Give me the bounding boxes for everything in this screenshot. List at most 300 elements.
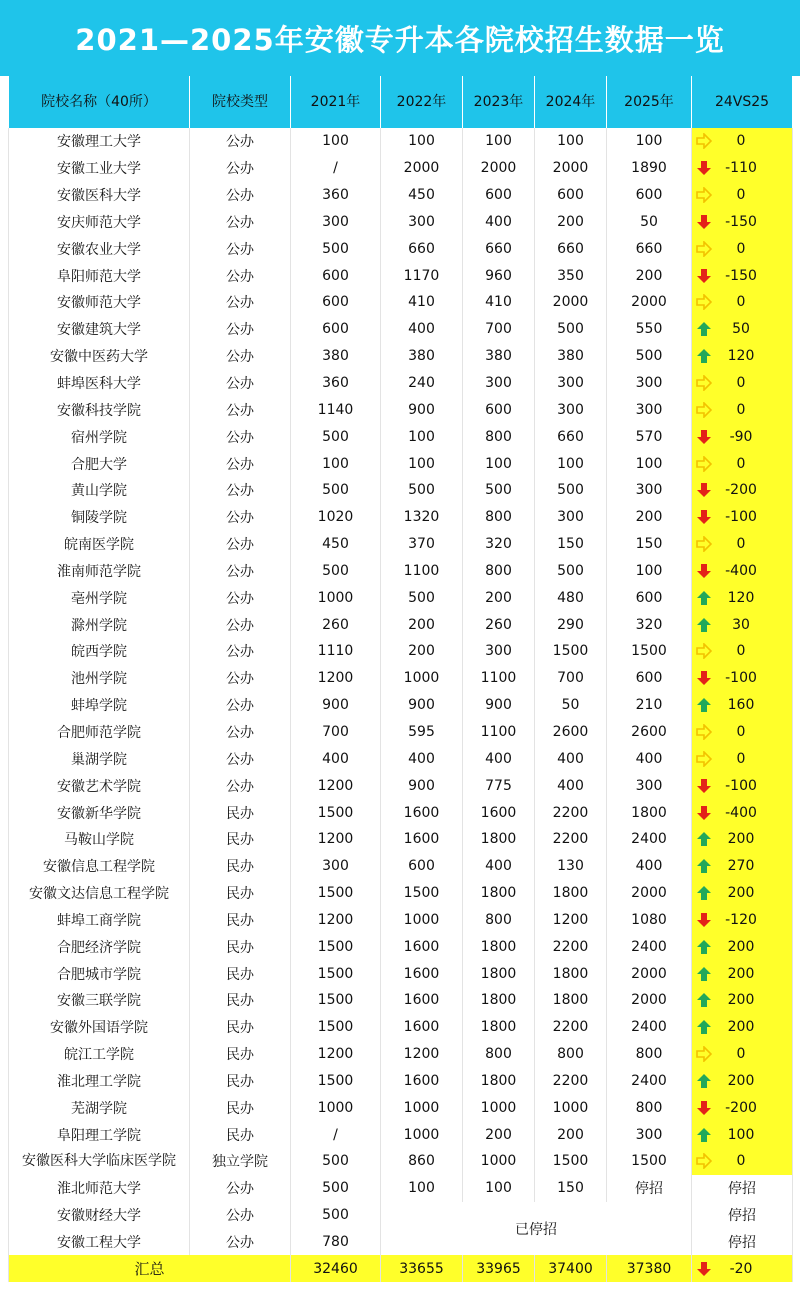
value-2023: 900 bbox=[463, 692, 535, 719]
value-2023: 700 bbox=[463, 316, 535, 343]
value-2023: 660 bbox=[463, 235, 535, 262]
value-2021: 1110 bbox=[291, 638, 381, 665]
value-2024: 1800 bbox=[535, 880, 607, 907]
header-2024: 2024年 bbox=[535, 76, 607, 128]
value-2023: 1800 bbox=[463, 1014, 535, 1041]
header-row bbox=[9, 76, 793, 128]
value-2024: 150 bbox=[535, 531, 607, 558]
value-2024: 100 bbox=[535, 450, 607, 477]
value-2023: 600 bbox=[463, 182, 535, 209]
value-2022: 100 bbox=[381, 450, 463, 477]
value-2025: 1890 bbox=[607, 155, 692, 182]
value-2024: 350 bbox=[535, 262, 607, 289]
value-2023: 1800 bbox=[463, 960, 535, 987]
value-2023: 300 bbox=[463, 370, 535, 397]
change-cell bbox=[692, 182, 793, 209]
down-arrow-icon bbox=[696, 268, 712, 284]
down-arrow-icon bbox=[696, 778, 712, 794]
school-name: 安徽工程大学 bbox=[9, 1229, 190, 1256]
total-2025: 37380 bbox=[607, 1255, 692, 1282]
school-name: 黄山学院 bbox=[9, 477, 190, 504]
value-2024: 1800 bbox=[535, 960, 607, 987]
school-name: 安徽文达信息工程学院 bbox=[9, 880, 190, 907]
value-2022: 900 bbox=[381, 692, 463, 719]
table-row bbox=[9, 1121, 793, 1148]
school-type: 公办 bbox=[190, 262, 291, 289]
header-2022: 2022年 bbox=[381, 76, 463, 128]
value-2025: 100 bbox=[607, 128, 692, 155]
value-2025: 2000 bbox=[607, 960, 692, 987]
school-type: 公办 bbox=[190, 1175, 291, 1202]
value-2025: 2400 bbox=[607, 1068, 692, 1095]
value-2021: 400 bbox=[291, 745, 381, 772]
value-2025: 1800 bbox=[607, 799, 692, 826]
value-2025: 150 bbox=[607, 531, 692, 558]
value-2022: 450 bbox=[381, 182, 463, 209]
value-2021: 700 bbox=[291, 719, 381, 746]
value-2025: 2400 bbox=[607, 933, 692, 960]
value-2025: 2000 bbox=[607, 289, 692, 316]
value-2023: 800 bbox=[463, 906, 535, 933]
value-2024: 200 bbox=[535, 209, 607, 236]
school-type: 民办 bbox=[190, 853, 291, 880]
school-type: 公办 bbox=[190, 209, 291, 236]
header-school-type: 院校类型 bbox=[190, 76, 291, 128]
value-2023: 600 bbox=[463, 396, 535, 423]
change-value: -150 bbox=[725, 267, 757, 284]
header-24vs25: 24VS25 bbox=[692, 76, 793, 128]
value-2025: 500 bbox=[607, 343, 692, 370]
value-2021: 380 bbox=[291, 343, 381, 370]
right-arrow-icon bbox=[696, 724, 712, 740]
up-arrow-icon bbox=[696, 1019, 712, 1035]
change-value: 160 bbox=[727, 697, 755, 714]
table-body bbox=[9, 128, 793, 1282]
table-row bbox=[9, 316, 793, 343]
school-name: 蚌埠医科大学 bbox=[9, 370, 190, 397]
change-value: -100 bbox=[725, 670, 757, 687]
value-2021: / bbox=[291, 155, 381, 182]
school-name: 滁州学院 bbox=[9, 611, 190, 638]
down-arrow-icon bbox=[696, 1100, 712, 1116]
up-arrow-icon bbox=[696, 939, 712, 955]
value-2022: 1600 bbox=[381, 960, 463, 987]
change-value: 0 bbox=[736, 455, 746, 472]
value-2022: 410 bbox=[381, 289, 463, 316]
down-arrow-icon bbox=[696, 214, 712, 230]
change-cell bbox=[692, 906, 793, 933]
table-row bbox=[9, 799, 793, 826]
school-name: 安徽外国语学院 bbox=[9, 1014, 190, 1041]
school-name: 蚌埠工商学院 bbox=[9, 906, 190, 933]
value-2023: 1800 bbox=[463, 880, 535, 907]
school-type: 公办 bbox=[190, 450, 291, 477]
value-2021: 1500 bbox=[291, 960, 381, 987]
school-name: 安徽信息工程学院 bbox=[9, 853, 190, 880]
value-2025: 660 bbox=[607, 235, 692, 262]
school-type: 公办 bbox=[190, 1229, 291, 1256]
right-arrow-icon bbox=[696, 751, 712, 767]
change-cell bbox=[692, 1148, 793, 1175]
value-2023: 1100 bbox=[463, 719, 535, 746]
table-row bbox=[9, 933, 793, 960]
up-arrow-icon bbox=[696, 617, 712, 633]
table-row bbox=[9, 692, 793, 719]
value-2024: 1000 bbox=[535, 1094, 607, 1121]
school-type: 民办 bbox=[190, 1094, 291, 1121]
table-row bbox=[9, 343, 793, 370]
header-school-name: 院校名称（40所） bbox=[9, 76, 190, 128]
value-2022: 595 bbox=[381, 719, 463, 746]
change-value: 0 bbox=[736, 375, 746, 392]
value-2023: 960 bbox=[463, 262, 535, 289]
change-value: 停招 bbox=[692, 1229, 793, 1256]
change-value: 50 bbox=[732, 321, 750, 338]
table-row bbox=[9, 209, 793, 236]
value-2023: 300 bbox=[463, 638, 535, 665]
school-type: 民办 bbox=[190, 826, 291, 853]
school-type: 公办 bbox=[190, 584, 291, 611]
school-name: 安徽三联学院 bbox=[9, 987, 190, 1014]
change-cell bbox=[692, 316, 793, 343]
value-2021: 1200 bbox=[291, 1041, 381, 1068]
table-row bbox=[9, 638, 793, 665]
right-arrow-icon bbox=[696, 402, 712, 418]
change-cell bbox=[692, 987, 793, 1014]
change-cell bbox=[692, 1068, 793, 1095]
change-value: -90 bbox=[729, 428, 753, 445]
value-2024: 50 bbox=[535, 692, 607, 719]
value-2025: 停招 bbox=[607, 1175, 692, 1202]
table-row bbox=[9, 128, 793, 155]
value-2025: 400 bbox=[607, 745, 692, 772]
school-name: 安徽工业大学 bbox=[9, 155, 190, 182]
value-2024: 400 bbox=[535, 745, 607, 772]
school-type: 公办 bbox=[190, 745, 291, 772]
value-2025: 300 bbox=[607, 396, 692, 423]
value-2023: 500 bbox=[463, 477, 535, 504]
value-2022: 500 bbox=[381, 584, 463, 611]
table-row-stopped-huaibei bbox=[9, 1175, 793, 1202]
school-type: 公办 bbox=[190, 665, 291, 692]
value-2024: 660 bbox=[535, 423, 607, 450]
value-2024: 300 bbox=[535, 396, 607, 423]
down-arrow-icon bbox=[696, 805, 712, 821]
change-cell bbox=[692, 880, 793, 907]
value-2024: 800 bbox=[535, 1041, 607, 1068]
value-2024: 2000 bbox=[535, 155, 607, 182]
value-2023: 800 bbox=[463, 558, 535, 585]
table-row bbox=[9, 423, 793, 450]
table-row bbox=[9, 450, 793, 477]
total-2022: 33655 bbox=[381, 1255, 463, 1282]
change-cell bbox=[692, 1041, 793, 1068]
change-cell bbox=[692, 826, 793, 853]
value-2024: 660 bbox=[535, 235, 607, 262]
change-value: 0 bbox=[736, 536, 746, 553]
value-2025: 2400 bbox=[607, 1014, 692, 1041]
change-cell bbox=[692, 799, 793, 826]
change-value: -120 bbox=[725, 911, 757, 928]
school-name: 合肥师范学院 bbox=[9, 719, 190, 746]
value-2021: 360 bbox=[291, 370, 381, 397]
up-arrow-icon bbox=[696, 831, 712, 847]
value-2023: 2000 bbox=[463, 155, 535, 182]
value-2023: 800 bbox=[463, 1041, 535, 1068]
value-2023: 400 bbox=[463, 209, 535, 236]
value-2023: 1800 bbox=[463, 1068, 535, 1095]
change-cell bbox=[692, 155, 793, 182]
value-2023: 200 bbox=[463, 1121, 535, 1148]
value-2021: 450 bbox=[291, 531, 381, 558]
school-name: 皖南医学院 bbox=[9, 531, 190, 558]
value-2021: 600 bbox=[291, 316, 381, 343]
value-2024: 380 bbox=[535, 343, 607, 370]
table-row bbox=[9, 235, 793, 262]
change-cell bbox=[692, 1014, 793, 1041]
value-2021: 1500 bbox=[291, 1014, 381, 1041]
header-2021: 2021年 bbox=[291, 76, 381, 128]
page-title: 2021—2025年安徽专升本各院校招生数据一览 bbox=[0, 0, 800, 76]
value-2021: / bbox=[291, 1121, 381, 1148]
up-arrow-icon bbox=[696, 966, 712, 982]
school-name: 合肥经济学院 bbox=[9, 933, 190, 960]
change-cell bbox=[692, 745, 793, 772]
down-arrow-icon bbox=[696, 563, 712, 579]
value-2025: 50 bbox=[607, 209, 692, 236]
value-2021: 1500 bbox=[291, 799, 381, 826]
value-2024: 290 bbox=[535, 611, 607, 638]
change-cell bbox=[692, 343, 793, 370]
table-row bbox=[9, 1094, 793, 1121]
value-2023: 1000 bbox=[463, 1148, 535, 1175]
value-2022: 1100 bbox=[381, 558, 463, 585]
value-2021: 500 bbox=[291, 423, 381, 450]
value-2021: 1500 bbox=[291, 880, 381, 907]
value-2022: 1320 bbox=[381, 504, 463, 531]
school-type: 民办 bbox=[190, 1121, 291, 1148]
school-name: 安徽理工大学 bbox=[9, 128, 190, 155]
change-cell bbox=[692, 128, 793, 155]
school-type: 公办 bbox=[190, 1202, 291, 1229]
up-arrow-icon bbox=[696, 697, 712, 713]
school-name: 安徽医科大学临床医学院 bbox=[9, 1148, 190, 1175]
change-value: 停招 bbox=[692, 1202, 793, 1229]
value-2024: 500 bbox=[535, 316, 607, 343]
total-row bbox=[9, 1255, 793, 1282]
value-2025: 800 bbox=[607, 1094, 692, 1121]
value-2025: 320 bbox=[607, 611, 692, 638]
total-label: 汇总 bbox=[9, 1255, 291, 1282]
value-2023: 100 bbox=[463, 450, 535, 477]
value-2025: 600 bbox=[607, 665, 692, 692]
school-type: 民办 bbox=[190, 799, 291, 826]
school-type: 公办 bbox=[190, 128, 291, 155]
change-value: 0 bbox=[736, 1046, 746, 1063]
value-2022: 240 bbox=[381, 370, 463, 397]
value-2021: 1500 bbox=[291, 933, 381, 960]
change-value: 0 bbox=[736, 750, 746, 767]
school-type: 公办 bbox=[190, 396, 291, 423]
value-2025: 100 bbox=[607, 450, 692, 477]
value-2025: 200 bbox=[607, 504, 692, 531]
school-name: 安徽财经大学 bbox=[9, 1202, 190, 1229]
value-2024: 1500 bbox=[535, 638, 607, 665]
value-2023: 1800 bbox=[463, 933, 535, 960]
school-type: 公办 bbox=[190, 558, 291, 585]
down-arrow-icon bbox=[696, 912, 712, 928]
table-row bbox=[9, 1068, 793, 1095]
change-cell bbox=[692, 370, 793, 397]
change-cell bbox=[692, 209, 793, 236]
value-2022: 1170 bbox=[381, 262, 463, 289]
change-value: 200 bbox=[727, 992, 755, 1009]
value-2021: 1200 bbox=[291, 826, 381, 853]
table-row bbox=[9, 155, 793, 182]
change-cell bbox=[692, 638, 793, 665]
value-2021: 1500 bbox=[291, 1068, 381, 1095]
school-name: 马鞍山学院 bbox=[9, 826, 190, 853]
value-2022: 1600 bbox=[381, 987, 463, 1014]
value-2022: 380 bbox=[381, 343, 463, 370]
total-2024: 37400 bbox=[535, 1255, 607, 1282]
value-2025: 400 bbox=[607, 853, 692, 880]
change-cell bbox=[692, 772, 793, 799]
header-2023: 2023年 bbox=[463, 76, 535, 128]
value-2024: 2200 bbox=[535, 1014, 607, 1041]
school-name: 安庆师范大学 bbox=[9, 209, 190, 236]
table-row bbox=[9, 477, 793, 504]
change-cell bbox=[692, 558, 793, 585]
value-2023: 1100 bbox=[463, 665, 535, 692]
value-2021: 780 bbox=[291, 1229, 381, 1256]
school-type: 公办 bbox=[190, 235, 291, 262]
value-2024: 2200 bbox=[535, 799, 607, 826]
value-2021: 500 bbox=[291, 477, 381, 504]
school-name: 芜湖学院 bbox=[9, 1094, 190, 1121]
up-arrow-icon bbox=[696, 590, 712, 606]
value-2021: 600 bbox=[291, 262, 381, 289]
school-name: 铜陵学院 bbox=[9, 504, 190, 531]
change-cell bbox=[692, 584, 793, 611]
table-row bbox=[9, 370, 793, 397]
change-cell bbox=[692, 611, 793, 638]
up-arrow-icon bbox=[696, 992, 712, 1008]
school-type: 独立学院 bbox=[190, 1148, 291, 1175]
school-name: 蚌埠学院 bbox=[9, 692, 190, 719]
value-2022: 1000 bbox=[381, 665, 463, 692]
school-type: 公办 bbox=[190, 423, 291, 450]
school-type: 公办 bbox=[190, 772, 291, 799]
value-2023: 1800 bbox=[463, 987, 535, 1014]
value-2021: 500 bbox=[291, 1148, 381, 1175]
value-2021: 500 bbox=[291, 235, 381, 262]
value-2022: 1000 bbox=[381, 1094, 463, 1121]
school-type: 公办 bbox=[190, 343, 291, 370]
value-2024: 2200 bbox=[535, 933, 607, 960]
value-2025: 100 bbox=[607, 558, 692, 585]
table-row bbox=[9, 880, 793, 907]
value-2021: 500 bbox=[291, 1202, 381, 1229]
change-value: 0 bbox=[736, 240, 746, 257]
value-2025: 800 bbox=[607, 1041, 692, 1068]
school-name: 安徽师范大学 bbox=[9, 289, 190, 316]
school-name: 亳州学院 bbox=[9, 584, 190, 611]
value-2025: 300 bbox=[607, 772, 692, 799]
right-arrow-icon bbox=[696, 375, 712, 391]
table-row bbox=[9, 558, 793, 585]
up-arrow-icon bbox=[696, 858, 712, 874]
change-cell bbox=[692, 853, 793, 880]
change-cell bbox=[692, 262, 793, 289]
value-2023: 800 bbox=[463, 423, 535, 450]
right-arrow-icon bbox=[696, 1153, 712, 1169]
total-change bbox=[692, 1255, 793, 1282]
value-2022: 1000 bbox=[381, 906, 463, 933]
school-type: 民办 bbox=[190, 1068, 291, 1095]
header-2025: 2025年 bbox=[607, 76, 692, 128]
value-2024: 500 bbox=[535, 558, 607, 585]
right-arrow-icon bbox=[696, 187, 712, 203]
value-2021: 500 bbox=[291, 558, 381, 585]
change-value: 200 bbox=[727, 965, 755, 982]
change-value: -200 bbox=[725, 482, 757, 499]
value-2022: 1600 bbox=[381, 933, 463, 960]
school-name: 阜阳师范大学 bbox=[9, 262, 190, 289]
table-row bbox=[9, 289, 793, 316]
change-value: 200 bbox=[727, 938, 755, 955]
value-2021: 100 bbox=[291, 128, 381, 155]
value-2024: 150 bbox=[535, 1175, 607, 1202]
value-2022: 200 bbox=[381, 611, 463, 638]
change-value: 停招 bbox=[692, 1175, 793, 1202]
value-2022: 1200 bbox=[381, 1041, 463, 1068]
down-arrow-icon bbox=[696, 1261, 712, 1277]
value-2024: 2200 bbox=[535, 826, 607, 853]
school-name: 阜阳理工学院 bbox=[9, 1121, 190, 1148]
table-row bbox=[9, 531, 793, 558]
change-cell bbox=[692, 1094, 793, 1121]
school-type: 民办 bbox=[190, 880, 291, 907]
value-2025: 300 bbox=[607, 1121, 692, 1148]
value-2024: 300 bbox=[535, 504, 607, 531]
change-cell bbox=[692, 423, 793, 450]
value-2021: 300 bbox=[291, 853, 381, 880]
value-2021: 1000 bbox=[291, 1094, 381, 1121]
table-row bbox=[9, 262, 793, 289]
school-type: 公办 bbox=[190, 692, 291, 719]
value-2021: 600 bbox=[291, 289, 381, 316]
value-2024: 2200 bbox=[535, 1068, 607, 1095]
table-row bbox=[9, 906, 793, 933]
value-2022: 400 bbox=[381, 316, 463, 343]
change-cell bbox=[692, 933, 793, 960]
down-arrow-icon bbox=[696, 670, 712, 686]
value-2021: 1140 bbox=[291, 396, 381, 423]
change-value: -110 bbox=[725, 160, 757, 177]
school-name: 池州学院 bbox=[9, 665, 190, 692]
change-value: -150 bbox=[725, 213, 757, 230]
change-cell bbox=[692, 531, 793, 558]
table-row bbox=[9, 745, 793, 772]
table-row bbox=[9, 772, 793, 799]
school-name: 皖江工学院 bbox=[9, 1041, 190, 1068]
value-2025: 1500 bbox=[607, 638, 692, 665]
total-2023: 33965 bbox=[463, 1255, 535, 1282]
school-type: 公办 bbox=[190, 719, 291, 746]
school-type: 民办 bbox=[190, 987, 291, 1014]
value-2024: 2000 bbox=[535, 289, 607, 316]
